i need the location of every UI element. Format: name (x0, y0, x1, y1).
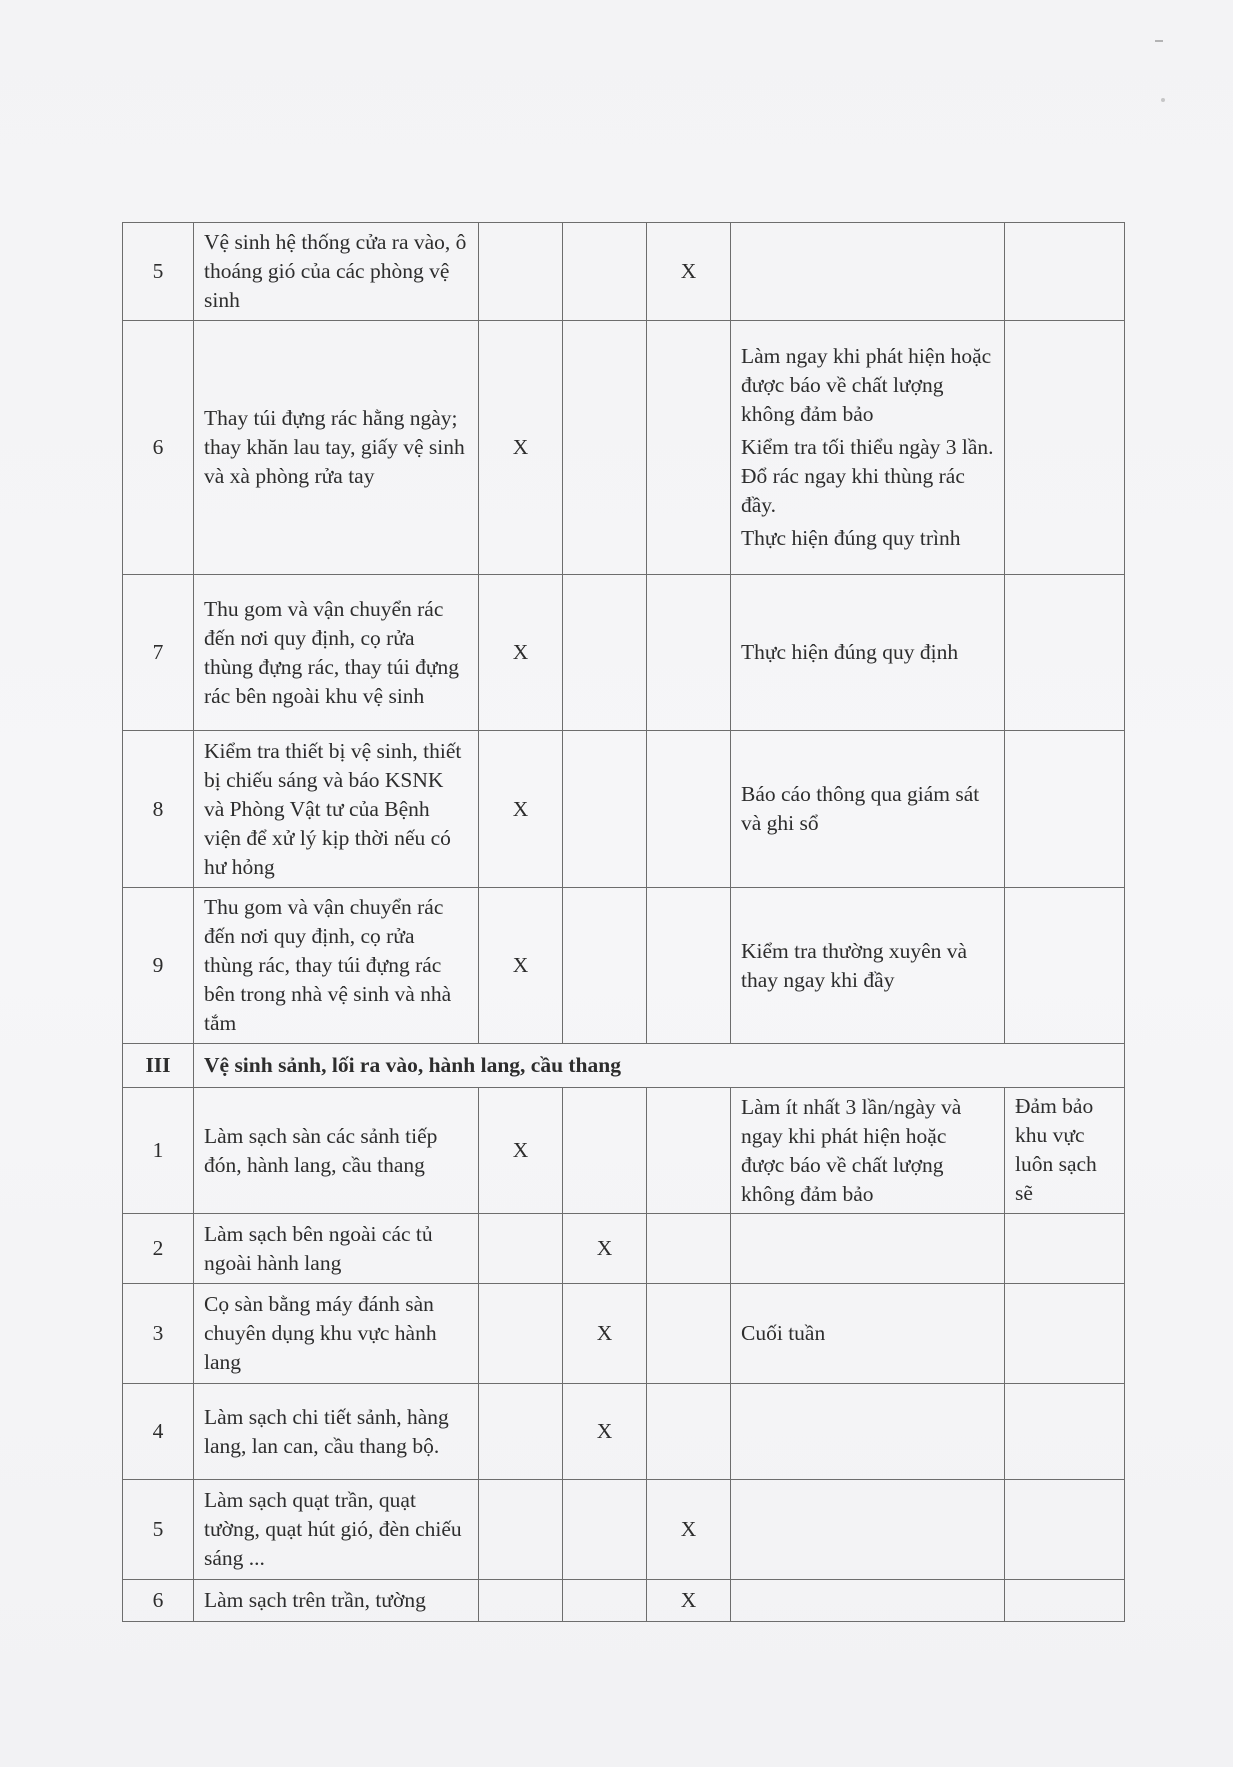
requirement-cell (1005, 1480, 1125, 1580)
frequency-weekly (563, 321, 647, 575)
row-number: 9 (123, 888, 194, 1044)
table-row (123, 575, 1125, 731)
note-cell (731, 1088, 1005, 1214)
frequency-weekly (563, 888, 647, 1044)
frequency-monthly (647, 1384, 731, 1480)
task-description: Kiểm tra thiết bị vệ sinh, thiết bị chiếu sáng và báo KSNK và Phòng Vật tư của Bệnh viện để xử lý kịp thời nếu có hư hỏng (194, 731, 479, 888)
requirement-cell (1005, 1384, 1125, 1480)
row-number: 3 (123, 1284, 194, 1384)
table-row (123, 1384, 1125, 1480)
frequency-daily: X (479, 321, 563, 575)
row-number: 2 (123, 1214, 194, 1284)
row-number: 8 (123, 731, 194, 888)
requirement-cell (1005, 1580, 1125, 1622)
table-body-section-iii (123, 1088, 1125, 1622)
frequency-weekly (563, 1088, 647, 1214)
frequency-monthly (647, 1284, 731, 1384)
note-cell (731, 731, 1005, 888)
note-cell (731, 888, 1005, 1044)
scan-artifact (1161, 98, 1165, 102)
note-cell (731, 1214, 1005, 1284)
frequency-monthly (647, 1214, 731, 1284)
table-row (123, 1088, 1125, 1214)
row-number: 6 (123, 321, 194, 575)
frequency-monthly: X (647, 1580, 731, 1622)
frequency-monthly: X (647, 223, 731, 321)
table-row (123, 1214, 1125, 1284)
task-description: Thay túi đựng rác hằng ngày; thay khăn lau tay, giấy vệ sinh và xà phòng rửa tay (194, 321, 479, 575)
requirement-cell (1005, 888, 1125, 1044)
requirement-cell (1005, 1284, 1125, 1384)
table-row (123, 731, 1125, 888)
section-number: III (123, 1044, 194, 1088)
task-description: Làm sạch trên trần, tường (194, 1580, 479, 1622)
table-row (123, 1480, 1125, 1580)
row-number: 1 (123, 1088, 194, 1214)
frequency-daily: X (479, 888, 563, 1044)
requirement-cell (1005, 223, 1125, 321)
note-cell (731, 321, 1005, 575)
frequency-weekly (563, 223, 647, 321)
frequency-monthly: X (647, 1480, 731, 1580)
section-row (123, 1044, 1125, 1088)
frequency-weekly: X (563, 1284, 647, 1384)
note-line: Làm ít nhất 3 lần/ngày và ngay khi phát hiện hoặc được báo về chất lượng không đảm bảo (741, 1094, 962, 1206)
frequency-daily (479, 1384, 563, 1480)
frequency-monthly (647, 1088, 731, 1214)
note-line: Báo cáo thông qua giám sát và ghi sổ (741, 782, 980, 835)
requirement-cell: Đảm bảo khu vực luôn sạch sẽ (1005, 1088, 1125, 1214)
frequency-monthly (647, 575, 731, 731)
table-row (123, 1284, 1125, 1384)
frequency-monthly (647, 321, 731, 575)
requirement-cell (1005, 731, 1125, 888)
task-description: Thu gom và vận chuyển rác đến nơi quy định, cọ rửa thùng đựng rác, thay túi đựng rác bên ngoài khu vệ sinh (194, 575, 479, 731)
section-header (123, 1044, 1125, 1088)
table-body-section-ii (123, 223, 1125, 1044)
note-line: Kiểm tra tối thiểu ngày 3 lần. Đổ rác ngay khi thùng rác đầy. (741, 435, 994, 517)
note-cell (731, 1480, 1005, 1580)
frequency-daily: X (479, 575, 563, 731)
note-line: Thực hiện đúng quy định (741, 640, 959, 664)
requirement-cell (1005, 321, 1125, 575)
frequency-daily (479, 1284, 563, 1384)
note-line: Thực hiện đúng quy trình (741, 526, 961, 550)
table-row (123, 888, 1125, 1044)
frequency-daily: X (479, 1088, 563, 1214)
row-number: 5 (123, 223, 194, 321)
note-line: Kiểm tra thường xuyên và thay ngay khi đầy (741, 938, 968, 992)
task-description: Làm sạch sàn các sảnh tiếp đón, hành lang, cầu thang (194, 1088, 479, 1214)
frequency-daily: X (479, 731, 563, 888)
section-title: Vệ sinh sảnh, lối ra vào, hành lang, cầu thang (194, 1044, 1125, 1088)
frequency-weekly: X (563, 1214, 647, 1284)
row-number: 7 (123, 575, 194, 731)
task-description: Vệ sinh hệ thống cửa ra vào, ô thoáng gió của các phòng vệ sinh (194, 223, 479, 321)
frequency-daily (479, 223, 563, 321)
scan-artifact (1155, 40, 1163, 42)
requirement-cell (1005, 575, 1125, 731)
frequency-weekly (563, 1480, 647, 1580)
frequency-monthly (647, 731, 731, 888)
cleaning-schedule-table (122, 222, 1125, 1622)
frequency-weekly (563, 575, 647, 731)
note-line: Làm ngay khi phát hiện hoặc được báo về chất lượng không đảm bảo (741, 344, 992, 426)
frequency-daily (479, 1214, 563, 1284)
note-cell (731, 1580, 1005, 1622)
task-description: Thu gom và vận chuyển rác đến nơi quy định, cọ rửa thùng rác, thay túi đựng rác bên trong nhà vệ sinh và nhà tắm (194, 888, 479, 1044)
frequency-weekly: X (563, 1384, 647, 1480)
table-row (123, 223, 1125, 321)
frequency-weekly (563, 1580, 647, 1622)
table-row (123, 321, 1125, 575)
note-cell (731, 1284, 1005, 1384)
task-description: Làm sạch quạt trần, quạt tường, quạt hút gió, đèn chiếu sáng ... (194, 1480, 479, 1580)
task-description: Cọ sàn bằng máy đánh sàn chuyên dụng khu vực hành lang (194, 1284, 479, 1384)
task-description: Làm sạch bên ngoài các tủ ngoài hành lang (194, 1214, 479, 1284)
row-number: 4 (123, 1384, 194, 1480)
note-cell (731, 1384, 1005, 1480)
note-line: Cuối tuần (741, 1321, 826, 1345)
requirement-cell (1005, 1214, 1125, 1284)
table-row (123, 1580, 1125, 1622)
row-number: 6 (123, 1580, 194, 1622)
frequency-monthly (647, 888, 731, 1044)
frequency-daily (479, 1480, 563, 1580)
note-cell (731, 223, 1005, 321)
frequency-weekly (563, 731, 647, 888)
frequency-daily (479, 1580, 563, 1622)
task-description: Làm sạch chi tiết sảnh, hàng lang, lan can, cầu thang bộ. (194, 1384, 479, 1480)
note-cell (731, 575, 1005, 731)
row-number: 5 (123, 1480, 194, 1580)
